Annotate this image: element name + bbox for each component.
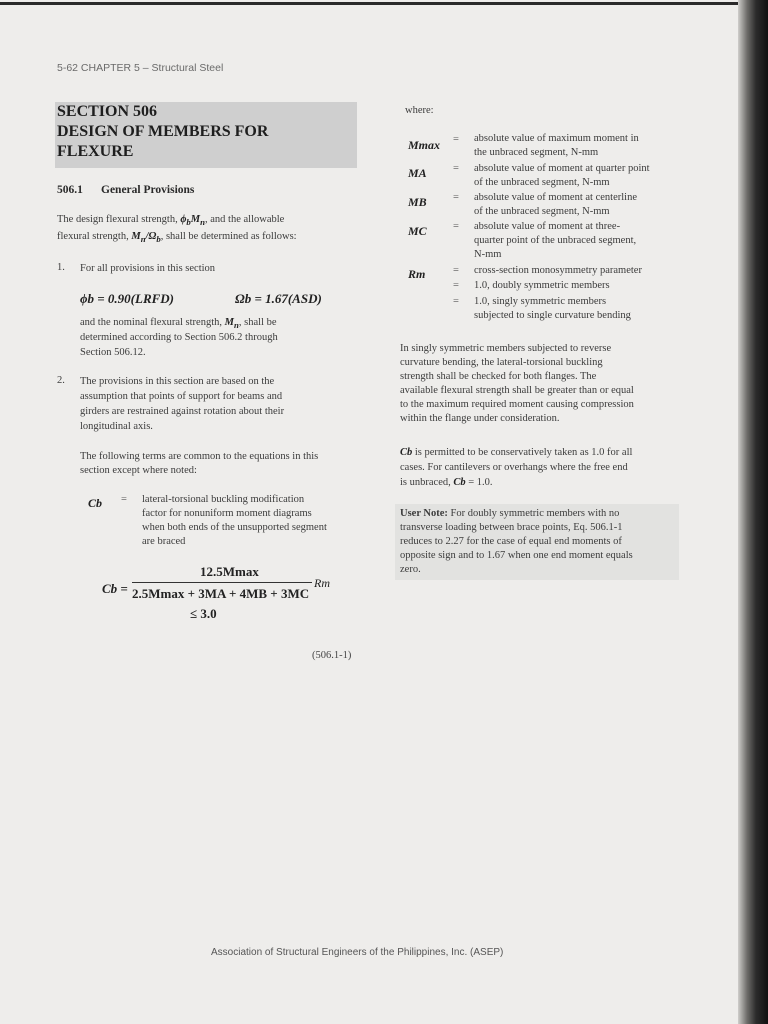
rm-option-singly-2: subjected to single curvature bending	[474, 310, 631, 321]
item2-line2: assumption that points of support for beams and	[80, 391, 283, 402]
cb-equals: =	[121, 494, 127, 505]
intro-text: The design flexural strength,	[57, 214, 178, 225]
singly-para-line4: available flexural strength shall be greater than or equal	[400, 385, 634, 396]
cb-def-line1: lateral-torsional buckling modification	[142, 494, 305, 505]
cb-symbol: Cb	[88, 496, 103, 510]
term-def-line: of the unbraced segment, N-mm	[474, 177, 610, 188]
cb-formula	[102, 564, 352, 624]
formula-denominator: 2.5Mmax + 3MA + 4MB + 3MC	[132, 586, 310, 601]
rm-option-doubly: 1.0, doubly symmetric members	[474, 280, 610, 291]
term-def-line: cross-section monosymmetry parameter	[474, 265, 642, 276]
user-note-line1: User Note: For doubly symmetric members with no	[400, 508, 620, 519]
item2-number: 2.	[57, 375, 65, 386]
subsection-number: 506.1	[57, 184, 83, 196]
section-number: SECTION 506	[57, 103, 158, 120]
page-footer: Association of Structural Engineers of the Philippines, Inc. (ASEP)	[211, 947, 504, 958]
intro-text: , and the allowable	[205, 214, 285, 225]
user-note-line5: zero.	[400, 564, 421, 575]
running-head: 5-62 CHAPTER 5 – Structural Steel	[57, 62, 224, 74]
item2-line4: longitudinal axis.	[80, 421, 153, 432]
term-symbol-mmax: Mmax	[408, 138, 441, 152]
intro-text: flexural strength,	[57, 231, 129, 242]
item2-line1: The provisions in this section are based on the	[80, 376, 275, 387]
terms-intro-line2: section except where noted:	[80, 465, 197, 476]
subsection-title: General Provisions	[101, 184, 195, 196]
item1-body-line3: Section 506.12.	[80, 347, 146, 358]
where-label: where:	[405, 105, 434, 116]
rm-option-singly: 1.0, singly symmetric members	[474, 296, 607, 307]
equation-number: (506.1-1)	[312, 650, 352, 661]
phi-symbol: $\phi_bM_n$	[180, 214, 206, 228]
intro-text: , shall be determined as follows:	[160, 231, 297, 242]
term-equals: =	[453, 134, 459, 145]
formula-limit: ≤ 3.0	[190, 606, 217, 621]
term-equals: =	[453, 221, 459, 232]
terms-intro-line1: The following terms are common to the equations in this	[80, 451, 319, 462]
formula-numerator: 12.5Mmax	[200, 564, 259, 579]
cb-para-line3: is unbraced, Cb = 1.0.	[400, 477, 493, 488]
singly-para-line3: strength shall be checked for both flanges. The	[400, 371, 597, 382]
term-def-line: absolute value of moment at quarter point	[474, 163, 650, 174]
term-equals: =	[453, 265, 459, 276]
singly-para-line2: curvature bending, the lateral-torsional buckling	[400, 357, 603, 368]
eq-lrfd: ϕb = 0.90(LRFD)	[80, 291, 175, 306]
singly-para-line5: to the maximum required moment causing compression	[400, 399, 634, 410]
user-note-line3: reduces to 2.27 for the case of equal end moments of	[400, 536, 622, 547]
term-symbol-mb: MB	[408, 195, 427, 209]
term-equals: =	[453, 192, 459, 203]
term-def-line: absolute value of moment at three-	[474, 221, 621, 232]
singly-para-line6: within the flange under consideration.	[400, 413, 560, 424]
item1-text: For all provisions in this section	[80, 263, 216, 274]
cb-def-line3: when both ends of the unsupported segment	[142, 522, 327, 533]
term-def-line: absolute value of moment at centerline	[474, 192, 637, 203]
eq-asd: Ωb = 1.67(ASD)	[235, 291, 322, 306]
section-banner	[55, 102, 357, 168]
term-def-line: absolute value of maximum moment in	[474, 133, 639, 144]
term-equals: =	[453, 296, 459, 307]
term-def-line: the unbraced segment, N-mm	[474, 147, 599, 158]
user-note-line2: transverse loading between brace points, Eq. 506.1-1	[400, 522, 623, 533]
term-symbol-ma: MA	[408, 166, 427, 180]
cb-para-line1: Cb is permitted to be conservatively taken as 1.0 for all	[400, 447, 633, 458]
book-spine-shadow	[738, 0, 768, 1024]
term-def-line: N-mm	[474, 249, 502, 260]
cb-def-line4: are braced	[142, 536, 186, 547]
intro-line1	[57, 213, 347, 229]
cb-para-line2: cases. For cantilevers or overhangs where the free end	[400, 462, 628, 473]
top-edge-line	[0, 2, 740, 5]
term-equals: =	[453, 280, 459, 291]
formula-lhs: Cb =	[102, 581, 128, 596]
item1-number: 1.	[57, 262, 65, 273]
term-symbol-mc: MC	[408, 224, 427, 238]
fraction-bar	[132, 582, 312, 583]
section-title-line1: DESIGN OF MEMBERS FOR	[57, 123, 269, 140]
item1-body-line1: and the nominal flexural strength, $M_n$, shall be	[80, 317, 277, 331]
formula-factor: Rm	[314, 576, 330, 590]
intro-line2	[57, 230, 347, 246]
singly-para-line1: In singly symmetric members subjected to reverse	[400, 343, 612, 354]
item1-body-line2: determined according to Section 506.2 through	[80, 332, 278, 343]
mn-omega-symbol: $M_n/\Omega_b$	[131, 231, 161, 245]
term-def-line: of the unbraced segment, N-mm	[474, 206, 610, 217]
term-def-line: quarter point of the unbraced segment,	[474, 235, 637, 246]
item2-line3: girders are restrained against rotation about their	[80, 406, 285, 417]
cb-def-line2: factor for nonuniform moment diagrams	[142, 508, 312, 519]
user-note-line4: opposite sign and to 1.67 when one end moment equals	[400, 550, 633, 561]
term-equals: =	[453, 163, 459, 174]
subsection-heading	[57, 184, 194, 196]
term-symbol-rm: Rm	[408, 267, 426, 281]
section-title-line2: FLEXURE	[57, 143, 134, 160]
